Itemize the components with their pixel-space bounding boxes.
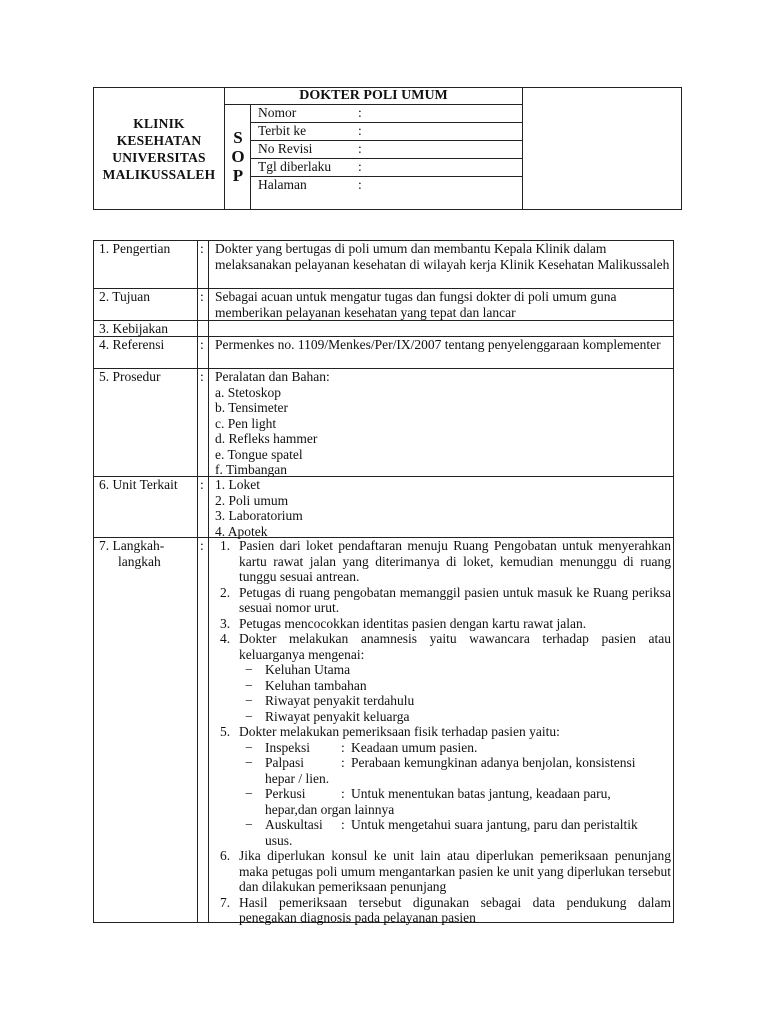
exam-key: Palpasi: [265, 755, 304, 770]
sop-title: DOKTER POLI UMUM: [225, 88, 522, 105]
meta-colon: :: [358, 159, 362, 174]
list-item: 4. Apotek: [215, 523, 268, 539]
list-item: 1. Loket: [215, 477, 260, 492]
meta-colon: :: [358, 105, 362, 120]
step-text: Hasil pemeriksaan tersebut digunakan sebagai data pendukung dalam penegakan diagnosis pada pelayanan pasien: [239, 894, 671, 925]
meta-label: Halaman: [258, 177, 307, 192]
divider: [522, 88, 523, 209]
row-tujuan: [94, 288, 673, 321]
step-text: Dokter melakukan anamnesis yaitu wawancara terhadap pasien atau keluarganya mengenai:: [239, 631, 671, 662]
meta-label: No Revisi: [258, 141, 313, 156]
row-kebijakan: [94, 320, 673, 337]
meta-row-revisi: [251, 141, 522, 159]
list-item: d. Refleks hammer: [215, 431, 318, 446]
dash-bullet: −: [245, 662, 253, 677]
row-content: [215, 369, 671, 478]
sub-item: [215, 709, 671, 725]
meta-row-halaman: [251, 177, 522, 194]
row-langkah: [94, 537, 673, 924]
row-prosedur: [94, 368, 673, 477]
exam-value: Untuk mengetahui suara jantung, paru dan peristaltik: [351, 817, 638, 832]
exam-colon: :: [341, 755, 345, 770]
dash-bullet: −: [245, 693, 253, 708]
meta-colon: :: [358, 123, 362, 138]
exam-value: Perabaan kemungkinan adanya benjolan, konsistensi: [351, 755, 636, 770]
sop-header: [93, 87, 682, 210]
row-referensi: [94, 336, 673, 369]
meta-colon: :: [358, 177, 362, 192]
step-item: [215, 631, 671, 662]
exam-value: Keadaan umum pasien.: [351, 739, 478, 755]
exam-value-cont: hepar,dan organ lainnya: [265, 801, 395, 817]
sop-letter: P: [232, 165, 244, 185]
meta-label: Nomor: [258, 105, 297, 120]
meta-row-terbit: [251, 123, 522, 141]
row-label-line: 7. Langkah-: [99, 538, 165, 553]
row-label: 4. Referensi: [99, 337, 165, 352]
list-item: b. Tensimeter: [215, 400, 289, 415]
list-item: 3. Laboratorium: [215, 508, 303, 523]
step-item: [215, 616, 671, 632]
exam-value-cont: hepar / lien.: [265, 770, 330, 786]
exam-item: [215, 786, 671, 817]
sop-letter: O: [231, 146, 245, 166]
step-text: Petugas di ruang pengobatan memanggil pasien untuk masuk ke Ruang periksa sesuai nomor urut.: [239, 584, 671, 615]
row-label: 1. Pengertian: [99, 241, 171, 256]
row-colon: :: [200, 289, 204, 304]
step-text: Jika diperlukan konsul ke unit lain atau diperlukan pemeriksaan penunjang maka petugas poli umum mengantarkan pasien ke unit yang diperlukan tersebut dan dilakukan pemeriksaan penunjang: [239, 848, 671, 894]
exam-key: Auskultasi: [265, 817, 323, 832]
row-label: 5. Prosedur: [99, 369, 161, 384]
list-item: f. Timbangan: [215, 462, 288, 477]
step-item: [215, 848, 671, 895]
row-label-line: langkah: [118, 553, 161, 569]
exam-key: Perkusi: [265, 786, 306, 801]
step-item: [215, 724, 671, 740]
row-colon: :: [200, 369, 204, 384]
prosedur-heading: Peralatan dan Bahan:: [215, 369, 330, 384]
step-number: 4.: [220, 631, 231, 646]
list-item: e. Tongue spatel: [215, 446, 303, 462]
exam-item: [215, 817, 671, 848]
tujuan-text: Sebagai acuan untuk mengatur tugas dan fungsi dokter di poli umum guna memberikan pelayanan kesehatan yang tepat dan lancar: [215, 289, 617, 320]
step-number: 7.: [220, 894, 231, 910]
row-colon: :: [200, 538, 204, 553]
row-label: 6. Unit Terkait: [99, 477, 178, 492]
row-colon: :: [200, 477, 204, 492]
exam-colon: :: [341, 739, 345, 755]
meta-row-nomor: [251, 105, 522, 123]
step-number: 2.: [220, 584, 231, 600]
step-number: 6.: [220, 848, 231, 863]
dash-bullet: −: [245, 755, 253, 770]
dash-bullet: −: [245, 739, 253, 755]
row-unit-terkait: [94, 476, 673, 538]
pengertian-text: Dokter yang bertugas di poli umum dan membantu Kepala Klinik dalam melaksanakan pelayanan kesehatan di wilayah kerja Klinik Kesehatan Malikussaleh: [215, 241, 670, 272]
meta-label: Terbit ke: [258, 123, 307, 138]
row-pengertian: [94, 241, 673, 288]
sub-item: [215, 662, 671, 678]
row-content: [215, 538, 671, 926]
list-item: a. Stetoskop: [215, 384, 281, 400]
list-item: 2. Poli umum: [215, 492, 289, 508]
row-content: [215, 337, 671, 353]
step-item: [215, 538, 671, 585]
row-content: [215, 289, 671, 320]
step-text: Petugas mencocokkan identitas pasien dengan kartu rawat jalan.: [239, 615, 587, 631]
step-item: [215, 895, 671, 926]
dash-bullet: −: [245, 817, 253, 832]
step-number: 1.: [220, 538, 231, 553]
exam-colon: :: [341, 786, 345, 801]
row-label: 3. Kebijakan: [99, 321, 168, 336]
sub-item-text: Riwayat penyakit keluarga: [265, 708, 410, 724]
sub-item-text: Riwayat penyakit terdahulu: [265, 693, 415, 708]
sop-letter: S: [233, 127, 243, 147]
sub-item: [215, 693, 671, 709]
row-content: [215, 241, 671, 272]
step-number: 5.: [220, 724, 231, 739]
list-item: c. Pen light: [215, 415, 277, 431]
exam-item: [215, 740, 671, 756]
step-number: 3.: [220, 615, 231, 631]
meta-colon: :: [358, 141, 362, 156]
exam-item: [215, 755, 671, 786]
dash-bullet: −: [245, 786, 253, 801]
dash-bullet: −: [245, 708, 253, 724]
step-text: Dokter melakukan pemeriksaan fisik terhadap pasien yaitu:: [239, 724, 560, 739]
sop-label: [225, 103, 251, 209]
exam-colon: :: [341, 817, 345, 832]
dash-bullet: −: [245, 677, 253, 693]
row-colon: :: [200, 337, 204, 352]
row-content: [215, 477, 671, 539]
sub-item-text: Keluhan tambahan: [265, 677, 367, 693]
sub-item: [215, 678, 671, 694]
step-text: Pasien dari loket pendaftaran menuju Ruang Pengobatan untuk menyerahkan kartu rawat jalan yang diterimanya di loket, kemudian menunggu di ruang tunggu sesuai antrean.: [239, 538, 671, 584]
row-colon: :: [200, 241, 204, 256]
exam-key: Inspeksi: [265, 739, 310, 755]
exam-value: Untuk menentukan batas jantung, keadaan paru,: [351, 786, 611, 801]
referensi-text: Permenkes no. 1109/Menkes/Per/IX/2007 tentang penyelenggaraan komplementer: [215, 337, 661, 352]
row-label: 2. Tujuan: [99, 289, 151, 304]
sub-item-text: Keluhan Utama: [265, 662, 351, 677]
meta-row-tgl: [251, 159, 522, 177]
row-label: [99, 538, 195, 569]
meta-label: Tgl diberlaku: [258, 159, 332, 174]
sop-table: [93, 240, 674, 923]
step-item: [215, 585, 671, 616]
clinic-name: KLINIK KESEHATAN UNIVERSITAS MALIKUSSALEH: [102, 115, 216, 182]
exam-value-cont: usus.: [265, 832, 293, 848]
